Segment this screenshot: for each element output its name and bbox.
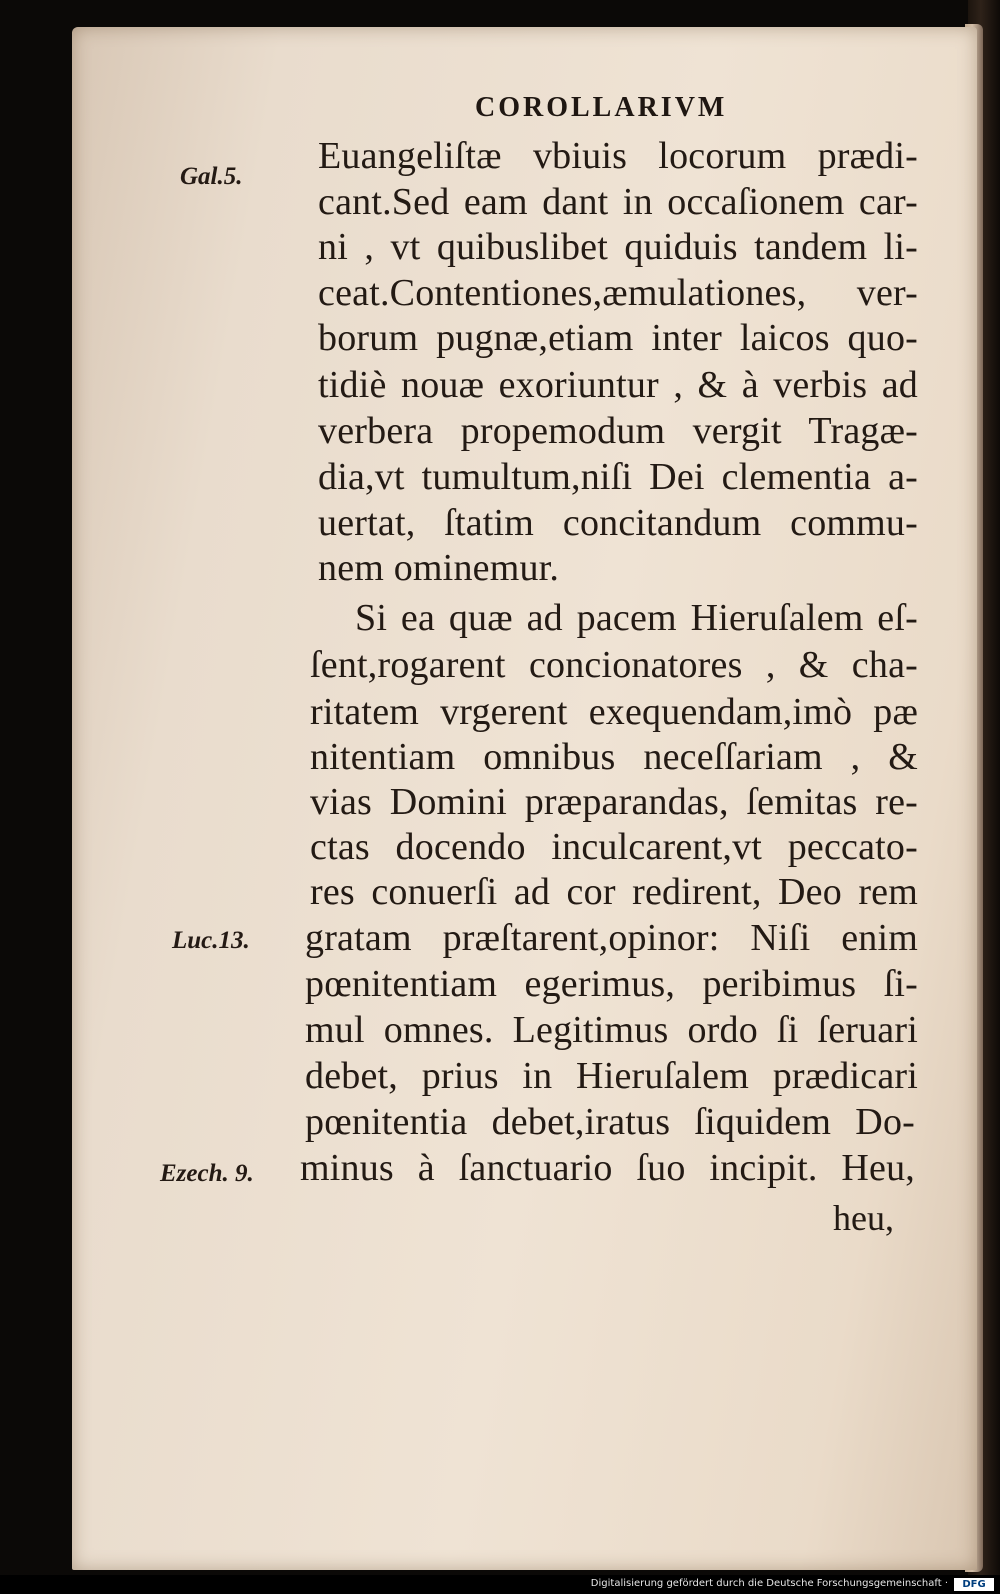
marginal-note-luc: Luc.13. <box>172 927 250 954</box>
text-line: ni , vt quibuslibet quiduis tandem li- <box>318 226 918 268</box>
text-line: tidiè nouæ exoriuntur , & à verbis ad <box>318 364 918 406</box>
text-line: nem ominemur. <box>318 547 560 589</box>
text-line: ctas docendo inculcarent,vt peccato- <box>310 826 918 868</box>
marginal-note-ezech: Ezech. 9. <box>160 1160 254 1187</box>
text-line: mul omnes. Legitimus ordo ſi ſeruari <box>305 1009 918 1051</box>
text-line: pœnitentia debet,iratus ſiquidem Do- <box>305 1101 915 1143</box>
text-line: ritatem vrgerent exequendam,imò pæ <box>310 691 918 733</box>
text-line: minus à ſanctuario ſuo incipit. Heu, <box>300 1147 915 1189</box>
text-line: uertat, ſtatim concitandum commu- <box>318 502 918 544</box>
funding-credit: Digitalisierung gefördert durch die Deutsche Forschungsgemeinschaft · <box>590 1578 948 1589</box>
marginal-note-gal: Gal.5. <box>180 163 243 190</box>
text-line: dia,vt tumultum,niſi Dei clementia a- <box>318 456 918 498</box>
text-line: pœnitentiam egerimus, peribimus ſi- <box>305 963 918 1005</box>
text-line: ſent,rogarent concionatores , & cha- <box>310 644 918 686</box>
text-line: cant.Sed eam dant in occaſionem car- <box>318 181 918 223</box>
text-line: nitentiam omnibus neceſſariam , & <box>310 736 918 778</box>
text-line: vias Domini præparandas, ſemitas re- <box>310 781 918 823</box>
text-line: verbera propemodum vergit Tragæ- <box>318 410 918 452</box>
text-line: ceat.Contentiones,æmulationes, ver- <box>318 272 918 314</box>
text-line: res conuerſi ad cor redirent, Deo rem <box>310 871 918 913</box>
text-line: borum pugnæ,etiam inter laicos quo- <box>318 317 918 359</box>
dfg-logo: DFG <box>954 1578 994 1591</box>
text-line: debet, prius in Hieruſalem prædicari <box>305 1055 918 1097</box>
text-line-indent: Si ea quæ ad pacem Hieruſalem eſ- <box>355 597 918 639</box>
text-line: gratam præſtarent,opinor: Niſi enim <box>305 917 918 959</box>
catchword: heu, <box>833 1198 894 1238</box>
text-line: Euangeliſtæ vbiuis locorum prædi- <box>318 135 918 177</box>
running-head: COROLLARIVM <box>475 92 728 123</box>
